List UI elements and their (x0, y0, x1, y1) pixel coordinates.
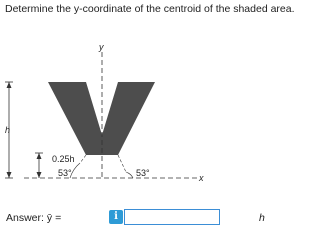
question-text: Determine the y-coordinate of the centroid of the shaded area. (5, 3, 295, 15)
equals-sign: = (55, 212, 62, 224)
left-angle-label: 53° (58, 168, 72, 178)
inner-height-label: 0.25h (52, 154, 75, 164)
y-axis-label: y (99, 42, 104, 52)
shaded-area (48, 82, 155, 155)
right-angle-label: 53° (136, 168, 150, 178)
answer-label: Answer: ȳ (6, 212, 53, 224)
h-label: h (5, 125, 11, 135)
info-icon[interactable]: i (109, 210, 123, 224)
x-axis-label: x (199, 173, 204, 183)
answer-row (6, 209, 61, 227)
right-angle-arc (126, 172, 133, 178)
unit-label: h (259, 212, 265, 224)
answer-input[interactable] (124, 209, 220, 225)
